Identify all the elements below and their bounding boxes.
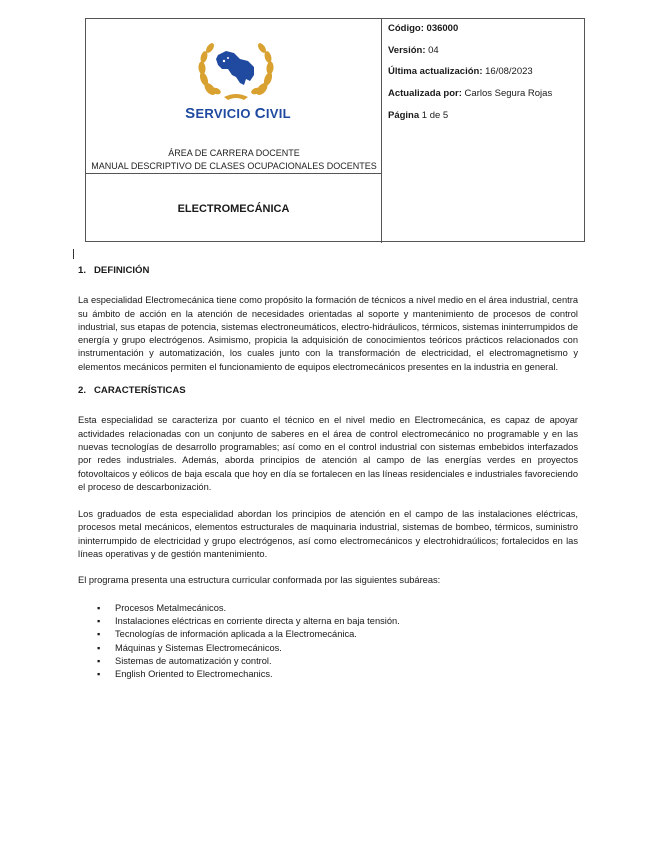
actualizacion-label: Última actualización: [388, 66, 483, 78]
meta-version [388, 45, 584, 67]
bullet-icon: ▪ [97, 642, 101, 653]
codigo-value: 036000 [426, 23, 459, 34]
list-item [78, 615, 578, 628]
codigo-label: Código: [388, 23, 424, 34]
caracteristicas-paragraph-3: El programa presenta una estructura curricular conformada por las siguientes subáreas: [78, 575, 441, 586]
list-item [78, 642, 578, 655]
bullet-icon: ▪ [97, 655, 101, 666]
logo-wordmark [178, 105, 298, 122]
list-item [78, 628, 578, 641]
list-item [78, 655, 578, 668]
actualizada-por-label: Actualizada por: [388, 88, 462, 100]
logo-letter-s: S [185, 105, 196, 122]
caracteristicas-paragraph-1: Esta especialidad se caracteriza por cuanto el técnico en el nivel medio en Electromecánica, es capaz de apoyar actividades relacionadas con un conjunto de saberes en el área de control electromecánico no programable y en las nuevas tecnologías de desarrollo programables; así como en el control industrial con sistemas embebidos interfazados por redes industriales. Además, aborda principios de atención al campo de las energías verdes en proyectos fotovoltaicos y eólicos de baja escala que hoy en día se fortalecen en las líneas residenciales e industriales favoreciendo el proceso de descarbonización. [78, 415, 578, 492]
document-header-table [85, 18, 585, 242]
version-value: 04 [428, 44, 439, 56]
list-item-text: Procesos Metalmecánicos. [115, 602, 227, 613]
meta-actualizacion [388, 66, 584, 88]
section-heading-caracteristicas [78, 384, 578, 397]
definicion-paragraph: La especialidad Electromecánica tiene como propósito la formación de técnicos a nivel medio en el área industrial, centra su ámbito de acción en la atención de necesidades orientadas al soporte y mantenimiento de procesos de control industrial, sus etapas de potencia, sistemas electroneumáticos, electro-hidráulicos, térmicos, sistemas ininterrumpidos de energía y grupo electrógenos. Asimismo, propicia la adquisición de conocimientos teóricos prácticos relacionados con instrumentación y automatización, los cuales junto con la transformación de electricidad, el electromagnetismo y elementos mecánicos permiten el funcionamiento de equipos electromecánicos presentes en la industria en general. [78, 295, 578, 372]
pagina-label: Página [388, 109, 420, 121]
section-title: CARACTERÍSTICAS [94, 385, 186, 397]
version-label: Versión: [388, 44, 426, 56]
meta-codigo [388, 23, 584, 45]
servicio-civil-logo-icon [194, 39, 278, 101]
list-item-text: Máquinas y Sistemas Electromecánicos. [115, 642, 282, 653]
list-item-text: Sistemas de automatización y control. [115, 655, 272, 666]
logo-word-civil: IVIL [265, 106, 291, 121]
bullet-icon: ▪ [97, 602, 101, 613]
meta-cell [382, 19, 584, 241]
manual-name: MANUAL DESCRIPTIVO DE CLASES OCUPACIONALES DOCENTES [91, 161, 377, 171]
list-item [78, 668, 578, 681]
header-area-lines [86, 147, 382, 173]
list-item [78, 602, 578, 615]
list-item-text: Instalaciones eléctricas en corriente directa y alterna en baja tensión. [115, 615, 400, 626]
actualizada-por-value: Carlos Segura Rojas [464, 88, 553, 100]
area-name: ÁREA DE CARRERA DOCENTE [168, 148, 300, 158]
document-title: ELECTROMECÁNICA [177, 202, 290, 215]
text-cursor [73, 249, 74, 259]
bullet-icon: ▪ [97, 629, 101, 640]
meta-pagina [388, 110, 584, 132]
title-cell [86, 174, 382, 243]
logo-word-servicio: ERVICIO [195, 106, 251, 121]
bullet-icon: ▪ [97, 669, 101, 680]
subareas-list [78, 602, 578, 682]
caracteristicas-paragraph-2: Los graduados de esta especialidad abordan los principios de atención en el campo de las instalaciones eléctricas, procesos metal mecánicos, elementos estructurales de maquinaria industrial, sistemas de bombeo, térmicos, suministro ininterrumpido de electricidad y grupo electrógenos, así como electromecánicos y electrohidraúlicos; fortalecidos en las líneas operativas y de gestión mantenimiento. [78, 509, 578, 560]
section-number: 1. [78, 265, 87, 276]
list-item-text: Tecnologías de información aplicada a la Electromecánica. [115, 629, 357, 640]
document-body [78, 264, 578, 681]
logo-cell [86, 19, 382, 174]
section-title: DEFINICIÓN [94, 265, 150, 276]
actualizacion-value: 16/08/2023 [485, 66, 533, 78]
logo-letter-c: C [254, 105, 266, 122]
pagina-value: 1 de 5 [421, 109, 449, 121]
bullet-icon: ▪ [97, 615, 101, 626]
section-heading-definicion [78, 264, 578, 277]
section-number: 2. [78, 385, 87, 397]
meta-actualizada-por [388, 88, 584, 110]
list-item-text: English Oriented to Electromechanics. [115, 669, 273, 680]
